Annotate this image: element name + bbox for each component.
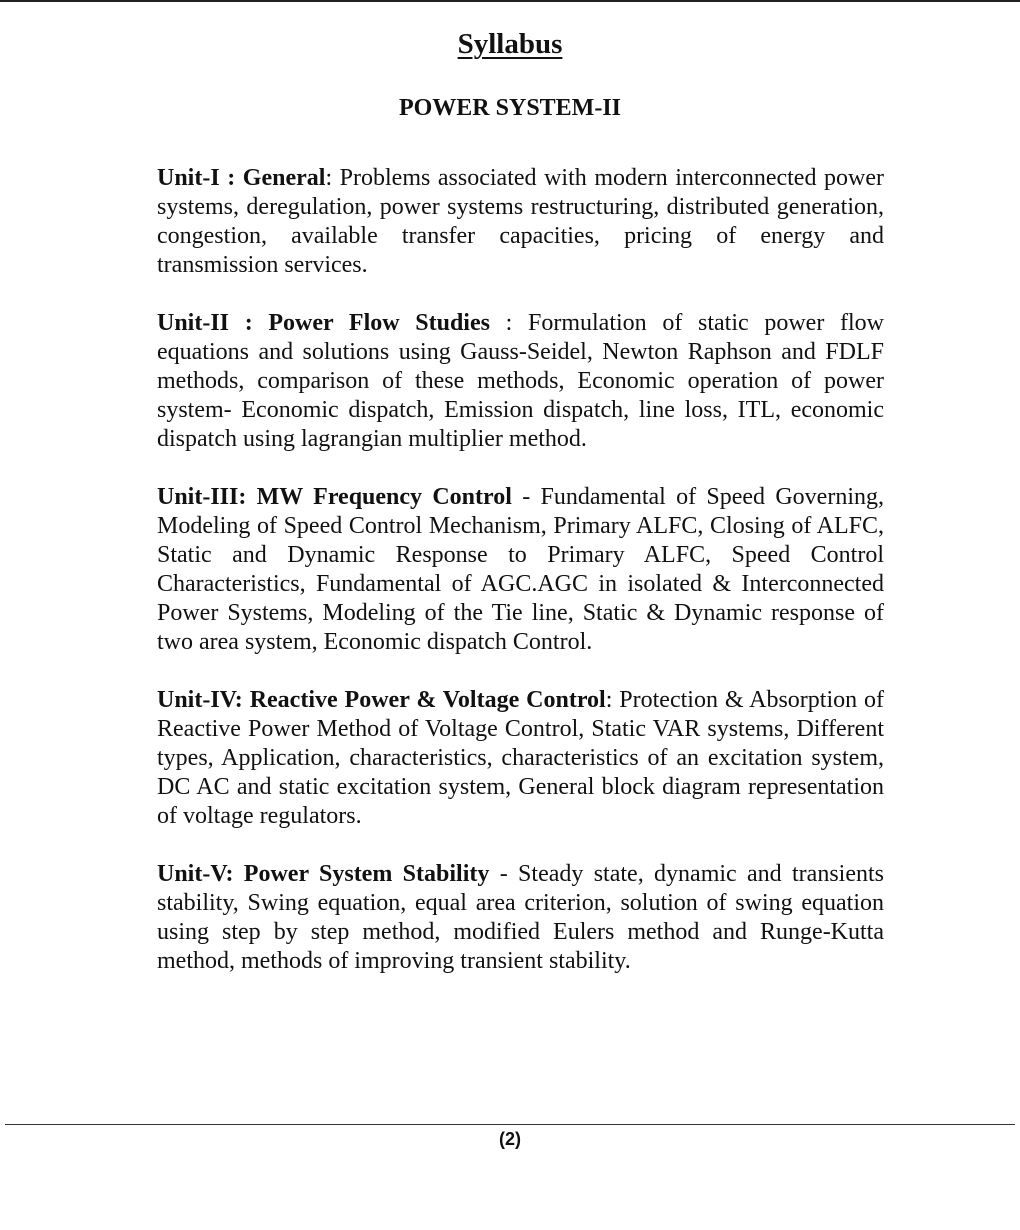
unit-5-separator: -: [489, 861, 508, 887]
unit-4-heading: Unit-IV: Reactive Power & Voltage Control: [157, 687, 606, 713]
unit-2-separator: :: [489, 310, 513, 336]
unit-2: [157, 309, 884, 454]
unit-3-heading: Unit-III: MW Frequency Control: [157, 484, 512, 510]
unit-4: [157, 686, 884, 831]
unit-3-body: Fundamental of Speed Governing, Modeling of Speed Control Mechanism, Primary ALFC, Closing of ALFC, Static and Dynamic Response to Primary ALFC, Speed Control Characteristics, Fundamental of AGC.AGC in isolated & Interconnected Power Systems, Modeling of the Tie line, Static & Dynamic response of two area system, Economic dispatch Control.: [157, 484, 884, 655]
unit-3-separator: -: [511, 484, 531, 510]
unit-4-body: Protection & Absorption of Reactive Power Method of Voltage Control, Static VAR systems, Different types, Application, characteristics, characteristics of an excitation system, DC AC and static excitation system, General block diagram representation of voltage regulators.: [157, 687, 885, 829]
unit-2-heading: Unit-II : Power Flow Studies: [157, 310, 490, 336]
unit-2-body: Formulation of static power flow equations and solutions using Gauss-Seidel, Newton Raphson and FDLF methods, comparison of these methods, Economic operation of power system- Economic dispatch, Emission dispatch, line loss, ITL, economic dispatch using lagrangian multiplier method.: [157, 310, 884, 452]
course-title: POWER SYSTEM-II: [398, 95, 622, 121]
unit-5: [157, 860, 884, 976]
unit-1-separator: :: [325, 165, 333, 191]
unit-1-body: Problems associated with modern interconnected power systems, deregulation, power systems restructuring, distributed generation, congestion, available transfer capacities, pricing of energy and transmission services.: [157, 165, 884, 278]
syllabus-content: [157, 164, 884, 976]
unit-1: [157, 164, 884, 280]
unit-5-body: Steady state, dynamic and transients stability, Swing equation, equal area criterion, solution of swing equation using step by step method, modified Eulers method and Runge-Kutta method, methods of improving transient stability.: [157, 861, 884, 974]
page-title: Syllabus: [457, 28, 563, 60]
page-number: (2): [499, 1129, 521, 1149]
unit-3: [157, 483, 884, 657]
top-rule: [0, 0, 1020, 2]
footer-rule: [5, 1124, 1015, 1125]
unit-5-heading: Unit-V: Power System Stability: [157, 861, 490, 887]
unit-1-heading: Unit-I : General: [157, 165, 326, 191]
unit-4-separator: :: [605, 687, 613, 713]
